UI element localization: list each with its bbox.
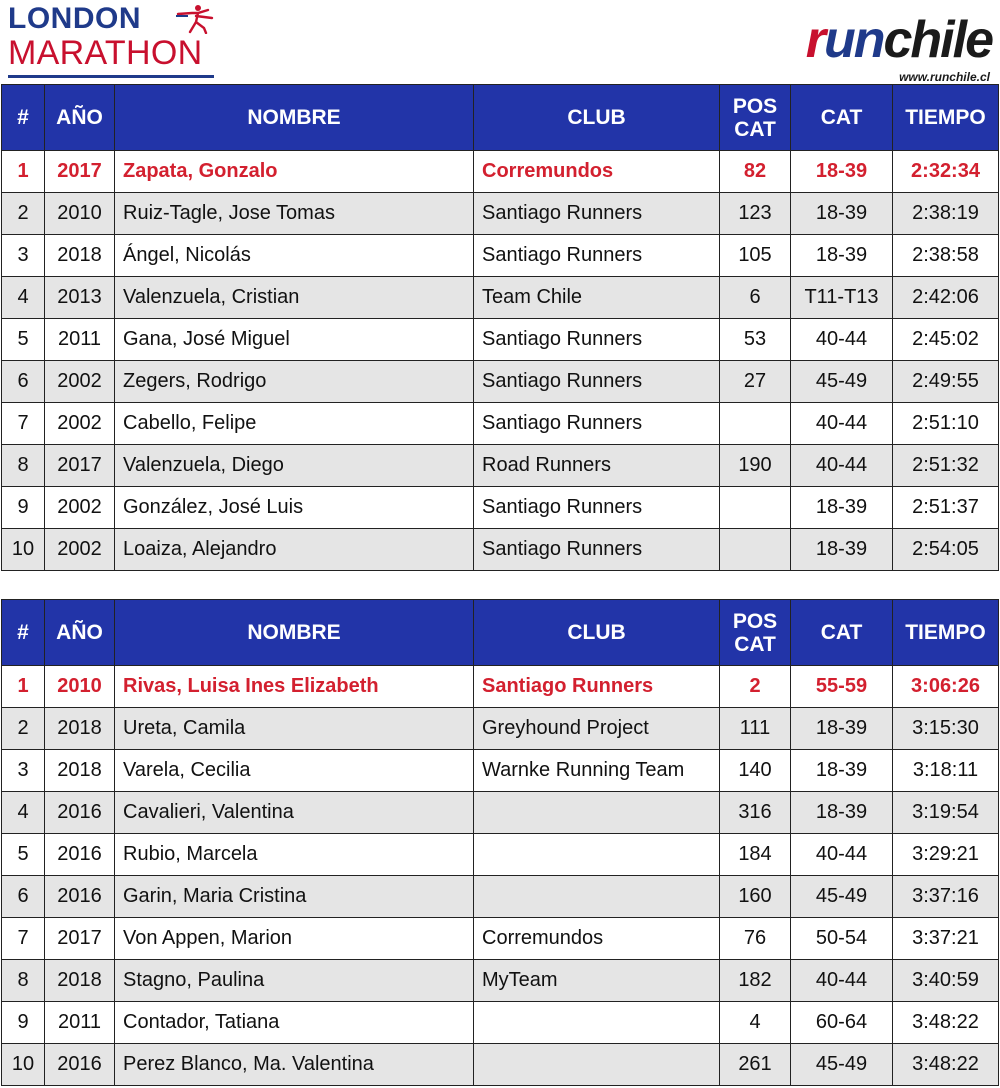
table-row (2, 834, 999, 876)
cell-time: 3:48:22 (893, 1044, 999, 1086)
cell-name: González, José Luis (115, 487, 474, 529)
header-pos-line2: CAT (734, 632, 776, 656)
cell-num: 5 (2, 319, 45, 361)
table-row (2, 235, 999, 277)
cell-year: 2002 (45, 487, 115, 529)
header-num: # (2, 600, 45, 666)
table-row (2, 445, 999, 487)
table-row (2, 361, 999, 403)
cell-year: 2013 (45, 277, 115, 319)
cell-club (474, 792, 720, 834)
cell-cat: 18-39 (791, 792, 893, 834)
cell-pos-cat: 140 (720, 750, 791, 792)
cell-name: Ureta, Camila (115, 708, 474, 750)
cell-cat: 18-39 (791, 151, 893, 193)
cell-time: 3:37:21 (893, 918, 999, 960)
cell-pos-cat (720, 529, 791, 571)
cell-time: 2:32:34 (893, 151, 999, 193)
header-num: # (2, 85, 45, 151)
cell-time: 2:49:55 (893, 361, 999, 403)
cell-year: 2016 (45, 792, 115, 834)
runchile-url: www.runchile.cl (899, 70, 990, 84)
cell-time: 2:38:19 (893, 193, 999, 235)
cell-name: Zegers, Rodrigo (115, 361, 474, 403)
header-time: TIEMPO (893, 85, 999, 151)
cell-cat: 45-49 (791, 361, 893, 403)
cell-cat: 45-49 (791, 876, 893, 918)
cell-cat: 45-49 (791, 1044, 893, 1086)
cell-num: 2 (2, 193, 45, 235)
header-pos-cat (720, 85, 791, 151)
cell-pos-cat: 53 (720, 319, 791, 361)
cell-pos-cat: 184 (720, 834, 791, 876)
cell-pos-cat: 76 (720, 918, 791, 960)
cell-pos-cat (720, 403, 791, 445)
cell-year: 2018 (45, 708, 115, 750)
runner-icon (174, 4, 216, 34)
cell-name: Von Appen, Marion (115, 918, 474, 960)
cell-cat: 18-39 (791, 487, 893, 529)
cell-club: Warnke Running Team (474, 750, 720, 792)
london-logo-line1: LONDON (8, 2, 141, 35)
cell-num: 6 (2, 361, 45, 403)
london-logo-line2: MARATHON (8, 34, 203, 72)
cell-club (474, 834, 720, 876)
cell-club: Santiago Runners (474, 235, 720, 277)
cell-cat: T11-T13 (791, 277, 893, 319)
cell-pos-cat: 190 (720, 445, 791, 487)
cell-pos-cat: 6 (720, 277, 791, 319)
cell-pos-cat: 2 (720, 666, 791, 708)
table-row (2, 918, 999, 960)
cell-time: 2:45:02 (893, 319, 999, 361)
cell-num: 9 (2, 487, 45, 529)
table-row (2, 487, 999, 529)
cell-year: 2018 (45, 235, 115, 277)
header-name: NOMBRE (115, 600, 474, 666)
cell-club: Santiago Runners (474, 319, 720, 361)
cell-time: 3:19:54 (893, 792, 999, 834)
women-header-row (2, 600, 999, 666)
cell-pos-cat: 123 (720, 193, 791, 235)
cell-time: 2:38:58 (893, 235, 999, 277)
header-name: NOMBRE (115, 85, 474, 151)
cell-year: 2011 (45, 319, 115, 361)
cell-time: 3:29:21 (893, 834, 999, 876)
cell-cat: 40-44 (791, 960, 893, 1002)
table-row (2, 750, 999, 792)
cell-cat: 40-44 (791, 445, 893, 487)
cell-num: 4 (2, 277, 45, 319)
header-year: AÑO (45, 600, 115, 666)
cell-club: Santiago Runners (474, 666, 720, 708)
cell-time: 2:42:06 (893, 277, 999, 319)
cell-year: 2002 (45, 529, 115, 571)
cell-cat: 18-39 (791, 750, 893, 792)
cell-year: 2016 (45, 1044, 115, 1086)
cell-pos-cat: 111 (720, 708, 791, 750)
cell-club: Santiago Runners (474, 529, 720, 571)
cell-club: Corremundos (474, 151, 720, 193)
cell-year: 2016 (45, 876, 115, 918)
cell-num: 1 (2, 666, 45, 708)
cell-num: 1 (2, 151, 45, 193)
cell-name: Cabello, Felipe (115, 403, 474, 445)
table-row (2, 403, 999, 445)
cell-num: 3 (2, 235, 45, 277)
cell-name: Valenzuela, Cristian (115, 277, 474, 319)
women-results-table (1, 599, 999, 1086)
cell-pos-cat: 261 (720, 1044, 791, 1086)
cell-year: 2016 (45, 834, 115, 876)
cell-num: 6 (2, 876, 45, 918)
cell-club: Greyhound Project (474, 708, 720, 750)
cell-num: 10 (2, 529, 45, 571)
cell-time: 3:15:30 (893, 708, 999, 750)
cell-name: Perez Blanco, Ma. Valentina (115, 1044, 474, 1086)
london-logo-underline (8, 75, 214, 78)
header-club: CLUB (474, 600, 720, 666)
table-row (2, 151, 999, 193)
cell-name: Rivas, Luisa Ines Elizabeth (115, 666, 474, 708)
cell-pos-cat: 160 (720, 876, 791, 918)
header-pos-line1: POS (732, 609, 778, 633)
runchile-brand: runchile (805, 11, 992, 69)
table-row (2, 792, 999, 834)
table-row (2, 708, 999, 750)
table-row (2, 319, 999, 361)
cell-cat: 60-64 (791, 1002, 893, 1044)
cell-cat: 40-44 (791, 834, 893, 876)
cell-cat: 40-44 (791, 319, 893, 361)
cell-club (474, 1002, 720, 1044)
cell-num: 10 (2, 1044, 45, 1086)
cell-time: 3:37:16 (893, 876, 999, 918)
cell-year: 2011 (45, 1002, 115, 1044)
header-year: AÑO (45, 85, 115, 151)
cell-time: 2:51:37 (893, 487, 999, 529)
cell-name: Garin, Maria Cristina (115, 876, 474, 918)
header-pos-line1: POS (732, 94, 778, 118)
header-club: CLUB (474, 85, 720, 151)
cell-name: Contador, Tatiana (115, 1002, 474, 1044)
cell-num: 4 (2, 792, 45, 834)
cell-name: Valenzuela, Diego (115, 445, 474, 487)
cell-year: 2002 (45, 403, 115, 445)
header-time: TIEMPO (893, 600, 999, 666)
cell-name: Ángel, Nicolás (115, 235, 474, 277)
cell-name: Loaiza, Alejandro (115, 529, 474, 571)
cell-year: 2010 (45, 666, 115, 708)
men-results-table (1, 84, 999, 571)
cell-time: 3:06:26 (893, 666, 999, 708)
cell-pos-cat: 182 (720, 960, 791, 1002)
table-row (2, 277, 999, 319)
cell-pos-cat: 316 (720, 792, 791, 834)
cell-club: Corremundos (474, 918, 720, 960)
cell-year: 2018 (45, 750, 115, 792)
cell-name: Stagno, Paulina (115, 960, 474, 1002)
header-cat: CAT (791, 85, 893, 151)
cell-num: 5 (2, 834, 45, 876)
cell-year: 2017 (45, 445, 115, 487)
cell-cat: 18-39 (791, 529, 893, 571)
cell-club (474, 876, 720, 918)
cell-cat: 55-59 (791, 666, 893, 708)
cell-cat: 40-44 (791, 403, 893, 445)
cell-cat: 18-39 (791, 193, 893, 235)
cell-club: Santiago Runners (474, 193, 720, 235)
cell-time: 2:51:10 (893, 403, 999, 445)
cell-name: Varela, Cecilia (115, 750, 474, 792)
cell-cat: 18-39 (791, 708, 893, 750)
cell-name: Ruiz-Tagle, Jose Tomas (115, 193, 474, 235)
header-pos-cat (720, 600, 791, 666)
cell-name: Zapata, Gonzalo (115, 151, 474, 193)
table-row (2, 1044, 999, 1086)
cell-year: 2002 (45, 361, 115, 403)
cell-club: Santiago Runners (474, 361, 720, 403)
runchile-logo (746, 8, 996, 88)
cell-num: 7 (2, 403, 45, 445)
cell-num: 7 (2, 918, 45, 960)
cell-pos-cat: 82 (720, 151, 791, 193)
cell-num: 8 (2, 960, 45, 1002)
cell-time: 2:51:32 (893, 445, 999, 487)
cell-cat: 50-54 (791, 918, 893, 960)
cell-year: 2017 (45, 151, 115, 193)
cell-club: Santiago Runners (474, 403, 720, 445)
table-row (2, 529, 999, 571)
cell-pos-cat: 105 (720, 235, 791, 277)
cell-year: 2018 (45, 960, 115, 1002)
cell-name: Cavalieri, Valentina (115, 792, 474, 834)
cell-name: Rubio, Marcela (115, 834, 474, 876)
cell-time: 3:48:22 (893, 1002, 999, 1044)
london-marathon-logo (6, 2, 226, 82)
table-row (2, 193, 999, 235)
cell-year: 2010 (45, 193, 115, 235)
table-row (2, 876, 999, 918)
cell-name: Gana, José Miguel (115, 319, 474, 361)
men-header-row (2, 85, 999, 151)
header-pos-line2: CAT (734, 117, 776, 141)
cell-pos-cat: 4 (720, 1002, 791, 1044)
table-row (2, 1002, 999, 1044)
header-cat: CAT (791, 600, 893, 666)
cell-year: 2017 (45, 918, 115, 960)
cell-pos-cat: 27 (720, 361, 791, 403)
cell-num: 8 (2, 445, 45, 487)
cell-num: 2 (2, 708, 45, 750)
cell-time: 3:40:59 (893, 960, 999, 1002)
cell-num: 3 (2, 750, 45, 792)
cell-num: 9 (2, 1002, 45, 1044)
cell-club (474, 1044, 720, 1086)
cell-cat: 18-39 (791, 235, 893, 277)
cell-club: Santiago Runners (474, 487, 720, 529)
cell-club: Road Runners (474, 445, 720, 487)
cell-club: Team Chile (474, 277, 720, 319)
table-row (2, 960, 999, 1002)
cell-pos-cat (720, 487, 791, 529)
cell-time: 2:54:05 (893, 529, 999, 571)
cell-club: MyTeam (474, 960, 720, 1002)
cell-time: 3:18:11 (893, 750, 999, 792)
table-row (2, 666, 999, 708)
